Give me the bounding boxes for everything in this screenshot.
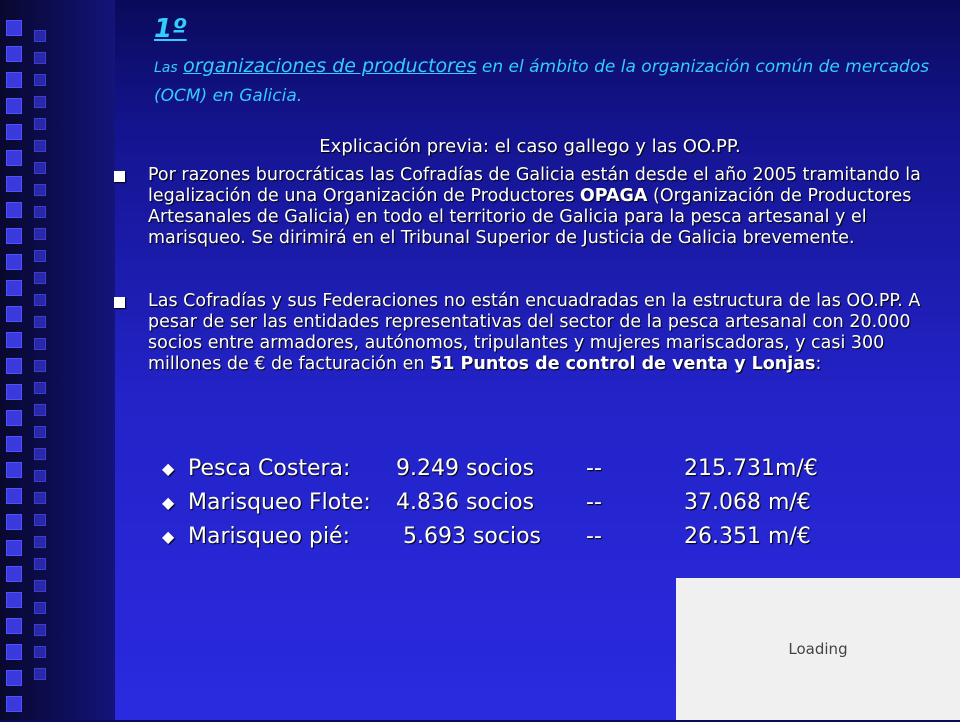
stat-row bbox=[162, 520, 818, 554]
square-bullet-icon bbox=[114, 171, 125, 182]
subtitle-prefix: Las bbox=[154, 60, 178, 76]
decorative-squares bbox=[6, 20, 22, 722]
loading-overlay bbox=[676, 578, 960, 720]
stat-separator: -- bbox=[586, 524, 602, 549]
subtitle-link[interactable]: organizaciones de productores bbox=[183, 55, 477, 77]
paragraph1-text-a: Por razones burocráticas las Cofradías de Galicia están desde el año 2005 tramitando la legalización de una Organización de Productores bbox=[148, 165, 921, 206]
slide-number: 1º bbox=[154, 14, 187, 44]
stat-value: 37.068 m/€ bbox=[684, 490, 811, 515]
paragraph2-text-b: : bbox=[815, 354, 822, 374]
diamond-bullet-icon: ◆ bbox=[162, 493, 175, 512]
stat-socios: 5.693 socios bbox=[396, 524, 542, 549]
paragraph1-bold: OPAGA bbox=[579, 186, 648, 206]
stat-label: Marisqueo Flote: bbox=[188, 490, 371, 515]
stat-socios: 4.836 socios bbox=[396, 490, 535, 515]
bullet-paragraph-1 bbox=[114, 165, 944, 249]
bullet-paragraph-2 bbox=[114, 291, 944, 375]
square-bullet-icon bbox=[114, 297, 125, 308]
section-heading: Explicación previa: el caso gallego y las OO.PP. bbox=[319, 136, 741, 157]
stat-label: Marisqueo pié: bbox=[188, 524, 351, 549]
stat-value: 26.351 m/€ bbox=[684, 524, 811, 549]
title-block bbox=[154, 14, 954, 110]
stat-socios: 9.249 socios bbox=[396, 456, 535, 481]
loading-text: Loading bbox=[788, 640, 848, 658]
paragraph2-text-a: Las Cofradías y sus Federaciones no están encuadradas en la estructura de las OO.PP. A pesar de ser las entidades representativas del sector de la pesca artesanal con 20.000 socios entre armadores, autónomos, tripulantes y mujeres mariscadoras, y casi 300 millones de € de facturación en bbox=[148, 291, 921, 374]
slide-subtitle bbox=[154, 52, 954, 110]
stat-row bbox=[162, 452, 818, 486]
paragraph2-bold: 51 Puntos de control de venta y Lonjas bbox=[430, 354, 816, 374]
stat-separator: -- bbox=[586, 490, 602, 515]
stat-value: 215.731m/€ bbox=[684, 456, 818, 481]
left-decorative-strip bbox=[0, 0, 115, 720]
stat-row bbox=[162, 486, 818, 520]
stat-label: Pesca Costera: bbox=[188, 456, 351, 481]
decorative-squares-inner bbox=[34, 30, 46, 690]
diamond-bullet-icon: ◆ bbox=[162, 459, 175, 478]
stat-separator: -- bbox=[586, 456, 602, 481]
paragraph1-text-b: (Organización de Productores Artesanales de Galicia) en todo el territorio de Galicia para la pesca artesanal y el marisqueo. Se dirimirá en el Tribunal Superior de Justicia de Galicia brevemente. bbox=[148, 186, 912, 248]
subtitle-suffix: en el ámbito de la organización común de mercados (OCM) en Galicia. bbox=[154, 57, 930, 106]
diamond-bullet-icon: ◆ bbox=[162, 527, 175, 546]
stats-list bbox=[162, 452, 818, 554]
bullet-list bbox=[114, 165, 944, 375]
